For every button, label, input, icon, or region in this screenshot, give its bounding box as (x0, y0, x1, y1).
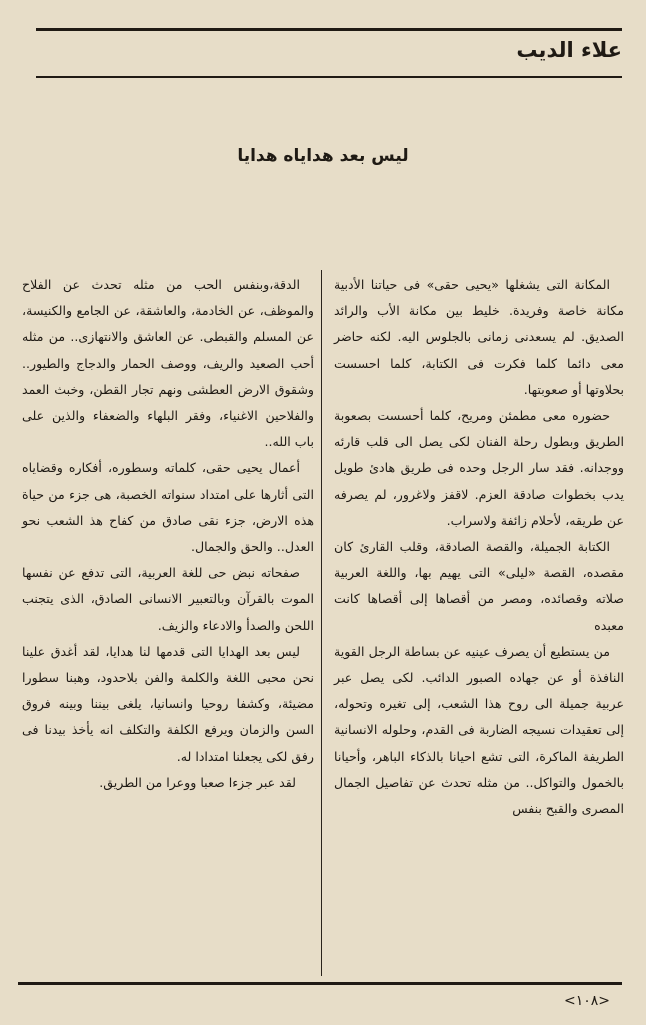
page-number: <١٠٨> (563, 993, 610, 1009)
paragraph: ليس بعد الهدايا التى قدمها لنا هدايا، لقد أغدق علينا نحن محبى اللغة والكلمة والفن بلاحدود، وهبنا سطورا مضيئة، وكشفا روحيا وانسانيا، يلغى بيننا وبينه فروق السن والزمان ويرفع الكلفة والتكلف انه يأخذ بيدنا فى رفق لكى يجعلنا امتدادا له. (22, 643, 314, 764)
right-column (334, 272, 624, 822)
paragraph: لقد عبر جزءا صعبا ووعرا من الطريق. (99, 774, 296, 790)
paragraph: أعمال يحيى حقى، كلماته وسطوره، أفكاره وقضاياه التى أثارها على امتداد سنواته الخصبة، هى جزء من حياة هذه الارض، جزء نقى صادق من كفاح هذ الشعب نحو العدل.. والحق والجمال. (22, 460, 314, 555)
header-rule (36, 76, 622, 78)
paragraph: المكانة التى يشغلها «يحيى حقى» فى حياتنا الأدبية مكانة خاصة وفريدة. خليط بين مكانة الأب والرائد الصديق. لم يسعدنى زمانى بالجلوس اليه. لكنه حاضر معى دائما كلما فكرت فى الكتابة، كلما احسست بحلاوتها أو صعوبتها. (334, 277, 624, 397)
column-divider (321, 270, 322, 976)
top-rule (36, 28, 622, 31)
left-column (22, 272, 314, 796)
paragraph: صفحاته نبض حى للغة العربية، التى تدفع عن نفسها الموت بالقرآن وبالتعبير الانسانى الصادق، الذى يتجنب اللحن والصدأ والادعاء والزيف. (22, 565, 314, 633)
bottom-rule (18, 982, 622, 985)
paragraph: حضوره معى مطمئن ومريح، كلما أحسست بصعوبة الطريق وبطول رحلة الفنان لكى يصل الى قلب قارئه ووجدانه. فقد سار الرجل وحده فى طريق هادئ طويل يدب بخطوات صادقة العزم. لاقفز ولاغرور، لم يصرفه عن طريقه، لأحلام زائفة ولاسراب. (334, 408, 624, 528)
paragraph: الدقة،وبنفس الحب من مثله تحدث عن الفلاح والموظف، عن الخادمة، والعاشقة، عن الجامع والكنيسة، عن المسلم والقبطى. عن العاشق والانتهازى.. من مثله أحب الصعيد والريف، ووصف الحمار والدجاج والطيور.. وشقوق الارض العطشى ونهم تجار القطن، وخبث العمد والفلاحين الاغنياء، وفقر البلهاء والضعفاء والذين على باب الله.. (22, 277, 314, 450)
author-name: علاء الديب (516, 38, 622, 62)
paragraph: من يستطيع أن يصرف عينيه عن بساطة الرجل القوية النافذة أو عن جهاده الصبور الدائب. لكى يصل عبر عربية جميلة الى روح هذا الشعب، إلى تغيره وتحوله، إلى تعقيدات نسيجه الضاربة فى القدم، وحلوله الانسانية الطريفة الماكرة، التى تشع احيانا بالذكاء الباهر، وأحيانا بالخمول والتواكل.. من مثله تحدث عن تفاصيل الجمال المصرى والقبح بنفس (334, 643, 624, 817)
paragraph: الكتابة الجميلة، والقصة الصادقة، وقلب القارئ كان مقصده، القصة «ليلى» التى يهيم بها، واللغة العربية صلاته وقصائده، ومصر من أقصاها إلى أقصاها كانت معبده (334, 539, 624, 633)
article-title: ليس بعد هداياه هدايا (237, 146, 409, 166)
